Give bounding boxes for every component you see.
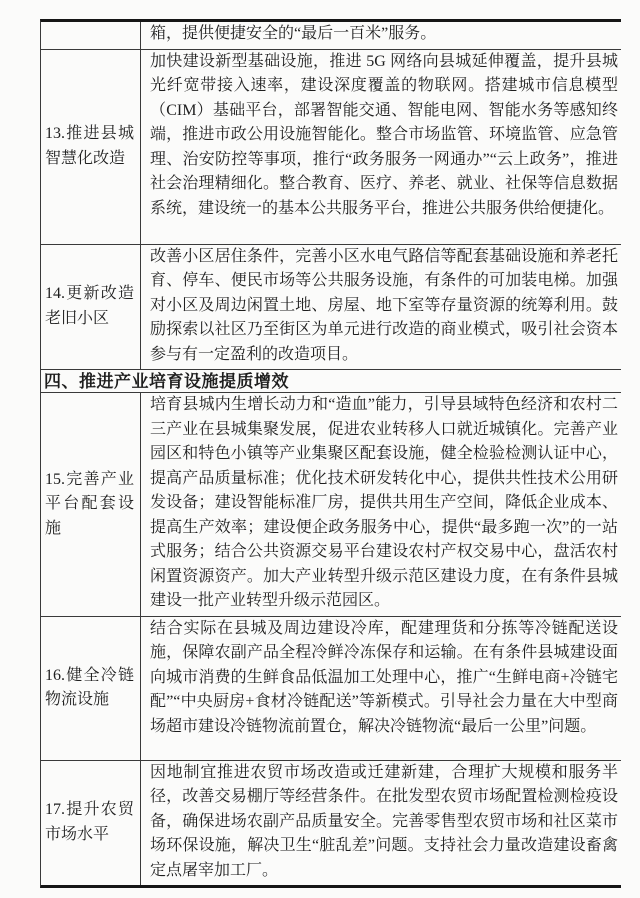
row-label [41, 617, 141, 760]
row-content: 加快建设新型基础设施，推进 5G 网络向县城延伸覆盖，提升县城光纤宽带接入速率，建设深度覆盖的物联网。搭建城市信息模型（CIM）基础平台，部署智能交通、智能电网、智能水务等感知终端，推进市政公用设施智能化。整合市场监管、环境监管、应急管理、治安防控等事项，推行“政务服务一网通办”“云上政务”，推进社会治理精细化。整合教育、医疗、养老、就业、社保等信息数据系统，建设统一的基本公共服务平台，推进公共服务供给便捷化。 [150, 52, 618, 217]
table-row-continuation [41, 22, 621, 50]
table-row-14 [41, 245, 621, 371]
table-row-13 [41, 50, 621, 245]
row-label [41, 245, 141, 370]
row-content: 培育县城内生增长动力和“造血”能力，引导县域特色经济和农村二三产业在县城集聚发展，促进农业转移人口就近城镇化。完善产业园区和特色小镇等产业集聚区配套设施，健全检验检测认证中心，提高产品质量标准；优化技术研发转化中心，提供共性技术公用研发设备；建设智能标准厂房，提供共用生产空间，降低企业成本、提高生产效率；建设便企政务服务中心，提供“最多跑一次”的一站式服务；结合公共资源交易平台建设农村产权交易中心，盘活农村闲置资源资产。加大产业转型升级示范区建设力度，在有条件县城建设一批产业转型升级示范园区。 [150, 396, 618, 609]
row-content: 箱，提供便捷安全的“最后一百米”服务。 [150, 25, 437, 42]
row-content: 因地制宜推进农贸市场改造或迁建新建，合理扩大规模和服务半径，改善交易棚厅等经营条件。在批发型农贸市场配置检测检疫设备，确保进场农副产品质量安全。完善零售型农贸市场和社区菜市场环保设施，解决卫生“脏乱差”问题。支持社会力量改造建设畜禽定点屠宰加工厂。 [150, 763, 618, 879]
section-heading: 四、推进产业培育设施提质增效 [44, 371, 289, 391]
row-label [41, 761, 141, 886]
section-header-row [41, 370, 621, 393]
row-content: 结合实际在县城及周边建设冷库，配建理货和分拣等冷链配送设施，保障农副产品全程冷鲜冷冻保存和运输。在有条件县城建设面向城市消费的生鲜食品低温加工处理中心，推广“生鲜电商+冷链宅配”“中央厨房+食材冷链配送”等新模式。引导社会力量在大中型商场超市建设冷链物流前置仓，解决冷链物流“最后一公里”问题。 [150, 619, 618, 735]
row-label-text: 14.更新改造老旧小区 [45, 285, 134, 327]
row-label-text: 15.完善产业平台配套设施 [45, 470, 134, 537]
row-label-text: 16.健全冷链物流设施 [45, 666, 134, 708]
table-row-15 [41, 393, 621, 617]
policy-measures-table [40, 19, 621, 888]
table-row-16 [41, 617, 621, 761]
row-label [41, 50, 141, 244]
table-row-17 [41, 761, 621, 886]
row-label-text: 13.推进县城智慧化改造 [45, 125, 134, 167]
row-label-text: 17.提升农贸市场水平 [45, 801, 134, 843]
row-content: 改善小区居住条件，完善小区水电气路信等配套基础设施和养老托育、停车、便民市场等公共服务设施，有条件的可加装电梯。加强对小区及周边闲置土地、房屋、地下室等存量资源的统筹利用。鼓励探索以社区乃至街区为单元进行改造的商业模式，吸引社会资本参与有一定盈利的改造项目。 [150, 247, 618, 363]
row-label-empty [41, 22, 141, 49]
row-label [41, 393, 141, 616]
